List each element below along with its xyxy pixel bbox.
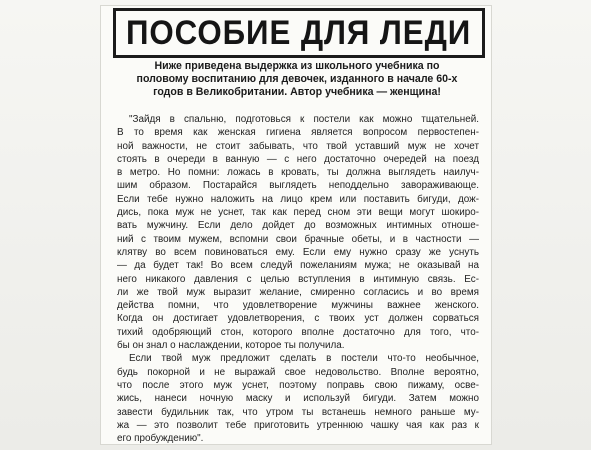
- body-line: шим образом. Постарайся выглядеть неподдельно завораживающе.: [117, 180, 479, 192]
- body-line: будь покорной и не выражай свое недовольство. Вполне вероятно,: [117, 366, 479, 378]
- body-line: Если тебе нужно наложить на лицо крем или поставить бигуди, дож-: [117, 193, 479, 205]
- body-line: в метро. Но помни: ложась в кровать, ты должна выглядеть наилуч-: [117, 167, 479, 179]
- body-line: — да будет так! Во всем следуй пожеланиям мужа; не оказывай на: [117, 260, 479, 272]
- body-line: клятву во всем повиноваться ему. Если ему нужно сразу же уснуть: [117, 246, 479, 258]
- body-line: ли же твой муж выразит желание, смиренно согласись и во время: [117, 286, 479, 298]
- title-box: [113, 8, 485, 58]
- body-line: стоять в очереди в ванную — с него достаточно очередей на поезд: [117, 153, 479, 165]
- lead-line: годов в Великобритании. Автор учебника — женщина!: [153, 86, 441, 98]
- lead-line: половому воспитанию для девочек, изданного в начале 60-х: [136, 73, 458, 85]
- body-line: бы он знал о наслаждении, которое ты получила.: [117, 340, 345, 352]
- body-line: него никакого давления с целью вступления в интимную связь. Ес-: [117, 273, 479, 285]
- body-line: завести будильник так, что утром ты встанешь немного раньше му-: [117, 406, 479, 418]
- body-line: что после этого муж уснет, поэтому поправь свою пижаму, осве-: [117, 379, 479, 391]
- body-line: Если твой муж предложит сделать в постели что-то необычное,: [129, 353, 479, 365]
- newspaper-clipping: [100, 5, 492, 445]
- article-title: ПОСОБИЕ ДЛЯ ЛЕДИ: [126, 13, 472, 52]
- body-line: жись, нанеси ночную маску и используй бигуди. Затем можно: [117, 393, 479, 405]
- body-line: действа помни, что удовлетворение мужчины важнее женского.: [117, 300, 479, 312]
- body-line: ной важности, не стоит забывать, что твой уставший муж не хочет: [117, 140, 479, 152]
- body-line: его пробуждению".: [117, 433, 204, 445]
- article-body: [117, 113, 479, 445]
- article-lead: [119, 60, 475, 99]
- lead-line: Ниже приведена выдержка из школьного учебника по: [154, 60, 440, 72]
- body-line: тихий одобряющий стон, которого вполне достаточно для того, что-: [117, 326, 479, 338]
- body-line: "Зайдя в спальню, подготовься к постели как можно тщательней.: [129, 114, 479, 125]
- body-line: Когда он достигает удовлетворения, с твоих уст должен сорваться: [117, 313, 479, 325]
- body-line: жа — это позволит тебе приготовить утреннюю чашку чая как раз к: [117, 419, 479, 431]
- body-line: В то время как женская гигиена является вопросом первостепен-: [117, 127, 479, 139]
- body-line: ний с твоим мужем, вспомни свои брачные обеты, и в частности —: [117, 233, 479, 245]
- body-line: вать мужчину. Если дело дойдет до возможных интимных отноше-: [117, 220, 479, 232]
- body-line: дись, пока муж не уснет, так как перед сном эти вещи могут шокиро-: [117, 207, 479, 219]
